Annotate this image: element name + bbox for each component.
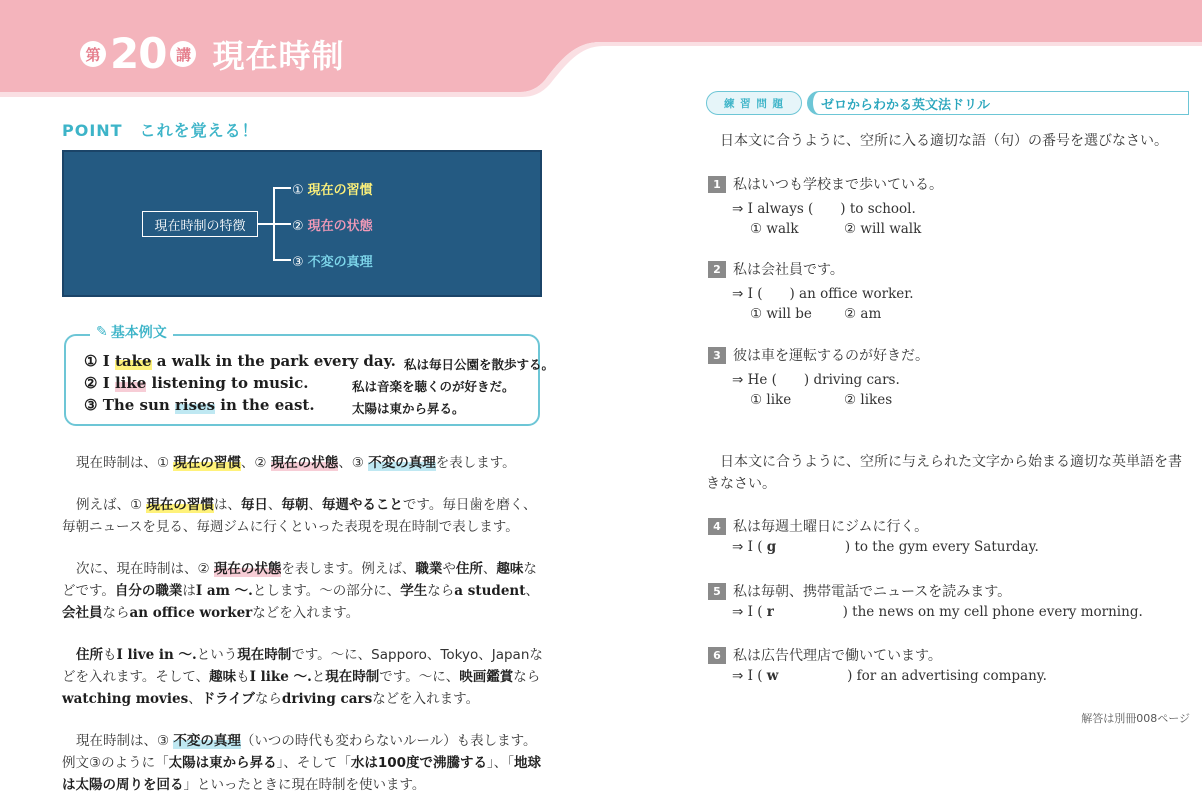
kou-badge: 講 <box>170 41 196 67</box>
point-label: POINT これを覚える！ <box>62 121 259 140</box>
arrow-icon: ⇒ <box>732 604 744 620</box>
lesson-number: 20 <box>110 29 167 78</box>
paragraph-5: 現在時制は、③ 不変の真理（いつの時代も変わらないルール）も表します。例文③のように「太陽は東から昇る」、そして「水は100度で沸騰する」、「地球は太陽の周りを回る」といったときに現在時制を使います。 <box>62 733 542 793</box>
connector-1 <box>273 187 291 189</box>
example-3: ③ The sun rises in the east. <box>84 396 315 414</box>
paragraph-3: 次に、現在時制は、② 現在の状態を表します。例えば、職業や住所、趣味などです。自分の職業はI am 〜.とします。〜の部分に、学生ならa student、会社員ならan office workerなどを入れます。 <box>62 561 539 621</box>
instruction-1: 日本文に合うように、空所に入る適切な語（句）の番号を選びなさい。 <box>720 133 1168 149</box>
connector-3 <box>273 259 291 261</box>
hint-letter: w <box>766 668 779 684</box>
example-3-ja: 太陽は東から昇る。 <box>352 401 465 416</box>
example-1-ja: 私は毎日公園を散歩する。 <box>404 357 555 372</box>
question-3: 3 彼は車を運転するのが好きだ。 ⇒ He ( ) driving cars. ① like ② likes <box>708 345 929 408</box>
paragraph-4: 住所もI live in 〜.という現在時制です。〜に、Sapporo、Tokyo、Japanなどを入れます。そして、趣味もI like 〜.と現在時制です。〜に、映画鑑賞ならwatching movies、ドライブならdriving carsなどを入れます。 <box>62 647 543 707</box>
drill-title: ゼロからわかる英文法ドリル <box>807 91 1189 115</box>
instruction-2: 日本文に合うように、空所に与えられた文字から始まる適切な英単語を書きなさい。 <box>706 454 1182 492</box>
question-number: 4 <box>708 518 726 535</box>
point-box <box>62 150 542 297</box>
arrow-icon: ⇒ <box>732 286 744 302</box>
example-1: ① I take a walk in the park every day. <box>84 352 396 370</box>
paragraph-1: 現在時制は、① 現在の習慣、② 現在の状態、③ 不変の真理を表します。 <box>76 455 516 471</box>
connector-2 <box>273 223 291 225</box>
lesson-title: 現在時制 <box>212 37 345 75</box>
feature-item-habit: ① 現在の習慣 <box>292 183 373 198</box>
examples-label: ✎ 基本例文 <box>90 322 173 342</box>
question-2: 2 私は会社員です。 ⇒ I ( ) an office worker. ① will be ② am <box>708 259 914 322</box>
dai-badge: 第 <box>80 41 106 67</box>
answer-note: 解答は別冊008ページ <box>1081 712 1190 725</box>
question-6: 6 私は広告代理店で働いています。 ⇒ I ( w ) for an advertising company. <box>708 645 1047 684</box>
question-number: 6 <box>708 647 726 664</box>
hint-letter: g <box>766 539 777 555</box>
hint-letter: r <box>766 604 774 620</box>
arrow-icon: ⇒ <box>732 539 744 555</box>
example-2: ② I like listening to music. <box>84 374 309 392</box>
question-1: 1 私はいつも学校まで歩いている。 ⇒ I always ( ) to school. ① walk ② will walk <box>708 174 943 237</box>
question-5: 5 私は毎朝、携帯電話でニュースを読みます。 ⇒ I ( r ) the news on my cell phone every morning. <box>708 581 1143 620</box>
paragraph-2: 例えば、① 現在の習慣は、毎日、毎朝、毎週やることです。毎日歯を磨く、毎朝ニュースを見る、毎週ジムに行くといった表現を現在時制で表します。 <box>62 497 537 535</box>
arrow-icon: ⇒ <box>732 372 744 388</box>
question-number: 1 <box>708 176 726 193</box>
connector-h <box>258 223 274 225</box>
feature-label: 現在時制の特徴 <box>142 211 258 237</box>
example-2-ja: 私は音楽を聴くのが好きだ。 <box>352 379 515 394</box>
question-number: 2 <box>708 261 726 278</box>
lesson-heading <box>80 30 344 78</box>
arrow-icon: ⇒ <box>732 201 744 217</box>
exercise-tag: 練 習 問 題 <box>706 91 802 115</box>
feature-item-state: ② 現在の状態 <box>292 219 373 234</box>
arrow-icon: ⇒ <box>732 668 744 684</box>
pencil-icon: ✎ <box>96 324 108 340</box>
feature-item-truth: ③ 不変の真理 <box>292 255 373 270</box>
question-number: 3 <box>708 347 726 364</box>
question-4: 4 私は毎週土曜日にジムに行く。 ⇒ I ( g ) to the gym every Saturday. <box>708 516 1039 555</box>
question-number: 5 <box>708 583 726 600</box>
